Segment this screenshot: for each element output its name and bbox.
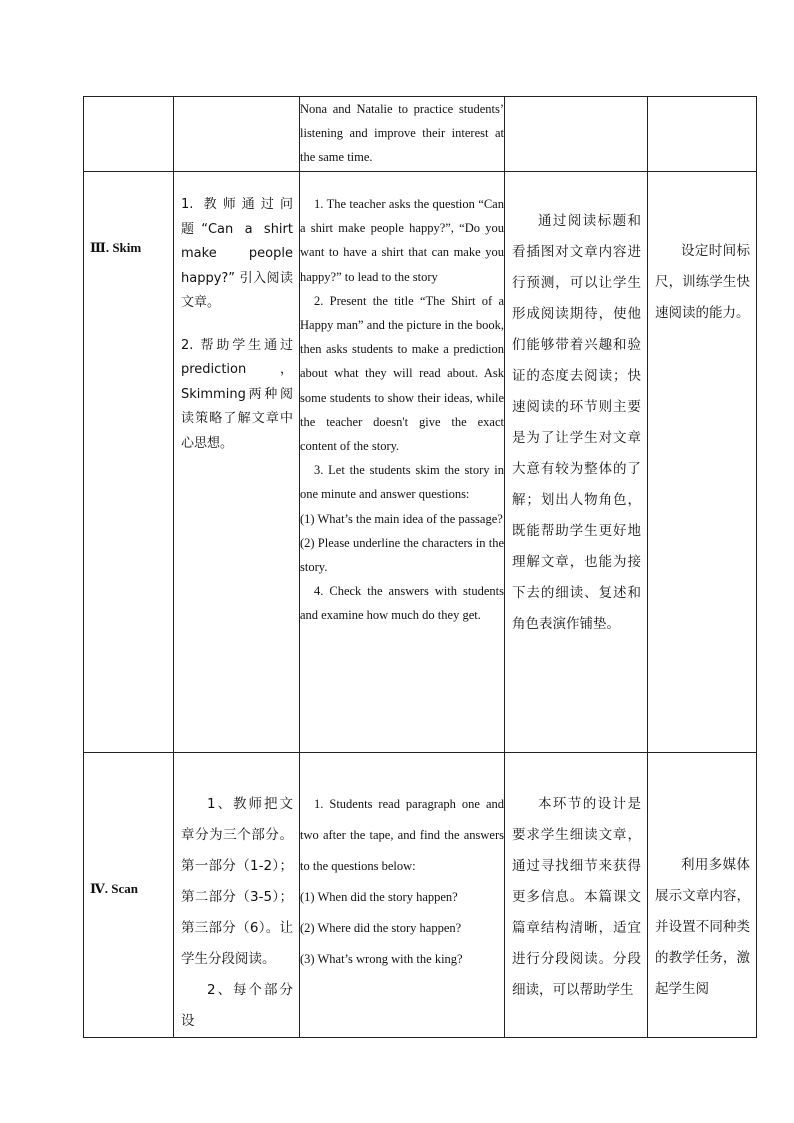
student-step: (1) What’s the main idea of the passage? bbox=[300, 511, 503, 526]
table-row bbox=[84, 753, 757, 1038]
student-activity-text bbox=[300, 789, 504, 975]
purpose-text: 设定时间标尺，训练学生快速阅读的能力。 bbox=[655, 243, 750, 321]
design-intent-text: 通过阅读标题和看插图对文章内容进行预测，可以让学生形成阅读期待，使他们能够带着兴趣和验证的态度去阅读；快速阅读的环节则主要是为了让学生对文章大意有较为整体的了解；划出人物角色，既能帮助学生更好地理解文章，也能为接下去的细读、复述和角色表演作铺垫。 bbox=[512, 213, 641, 632]
teacher-activity-cell bbox=[174, 97, 300, 172]
student-step: (2) Where did the story happen? bbox=[300, 921, 462, 935]
student-activity-text: Nona and Natalie to practice students’ listening and improve their interest at the same time. bbox=[300, 102, 504, 165]
stage-label: Ⅳ. Scan bbox=[90, 881, 138, 896]
student-step: (3) What’s wrong with the king? bbox=[300, 952, 463, 966]
purpose-cell bbox=[648, 97, 757, 172]
teacher-activity-text bbox=[174, 193, 299, 456]
table-row bbox=[84, 97, 757, 172]
teacher-step: 1、教师把文章分为三个部分。第一部分（1-2）；第二部分（3-5）；第三部分（6）。让学生分段阅读。 bbox=[181, 796, 293, 967]
student-activity-cell bbox=[300, 753, 505, 1038]
table-row bbox=[84, 172, 757, 753]
student-step: 1. The teacher asks the question “Can a shirt make people happy?”, “Do you want to have a shirt that can make you happy?” to lead to the story bbox=[300, 197, 504, 284]
design-intent-cell bbox=[505, 97, 648, 172]
student-activity-cell bbox=[300, 172, 505, 753]
student-step: 1. Students read paragraph one and two after the tape, and find the answers to the questions below: bbox=[300, 797, 504, 873]
teacher-activity-text bbox=[174, 789, 299, 1037]
purpose-cell bbox=[648, 753, 757, 1038]
teacher-step: 2、每个部分设 bbox=[181, 982, 293, 1029]
purpose-cell bbox=[648, 172, 757, 753]
student-activity-cell bbox=[300, 97, 505, 172]
design-intent-cell bbox=[505, 753, 648, 1038]
stage-label: Ⅲ. Skim bbox=[90, 240, 142, 255]
design-intent-text: 本环节的设计是要求学生细读文章，通过寻找细节来获得更多信息。本篇课文篇章结构清晰，适宜进行分段阅读。分段细读，可以帮助学生 bbox=[512, 796, 641, 998]
stage-cell bbox=[84, 753, 174, 1038]
student-step: (2) Please underline the characters in the story. bbox=[300, 535, 504, 575]
student-step: 3. Let the students skim the story in one minute and answer questions: bbox=[300, 463, 504, 502]
student-step: 4. Check the answers with students and examine how much do they get. bbox=[300, 584, 504, 623]
stage-cell bbox=[84, 97, 174, 172]
design-intent-cell bbox=[505, 172, 648, 753]
student-step: 2. Present the title “The Shirt of a Happy man” and the picture in the book, then asks students to make a prediction about what they will read about. Ask some students to show their ideas, while the teacher doesn't give the exact content of the story. bbox=[300, 293, 504, 454]
teacher-activity-cell bbox=[174, 172, 300, 753]
teacher-step: 2. 帮助学生通过prediction ， Skimming两种阅读策略了解文章中心思想。 bbox=[181, 337, 293, 451]
student-activity-text bbox=[300, 192, 504, 628]
teacher-activity-cell bbox=[174, 753, 300, 1038]
stage-cell bbox=[84, 172, 174, 753]
purpose-text: 利用多媒体展示文章内容，并设置不同种类的教学任务，激起学生阅 bbox=[655, 857, 750, 997]
teacher-step: 1. 教师通过问题“Can a shirt make people happy?” 引入阅读文章。 bbox=[181, 197, 293, 310]
lesson-plan-table bbox=[83, 96, 757, 1038]
student-step: (1) When did the story happen? bbox=[300, 890, 458, 904]
